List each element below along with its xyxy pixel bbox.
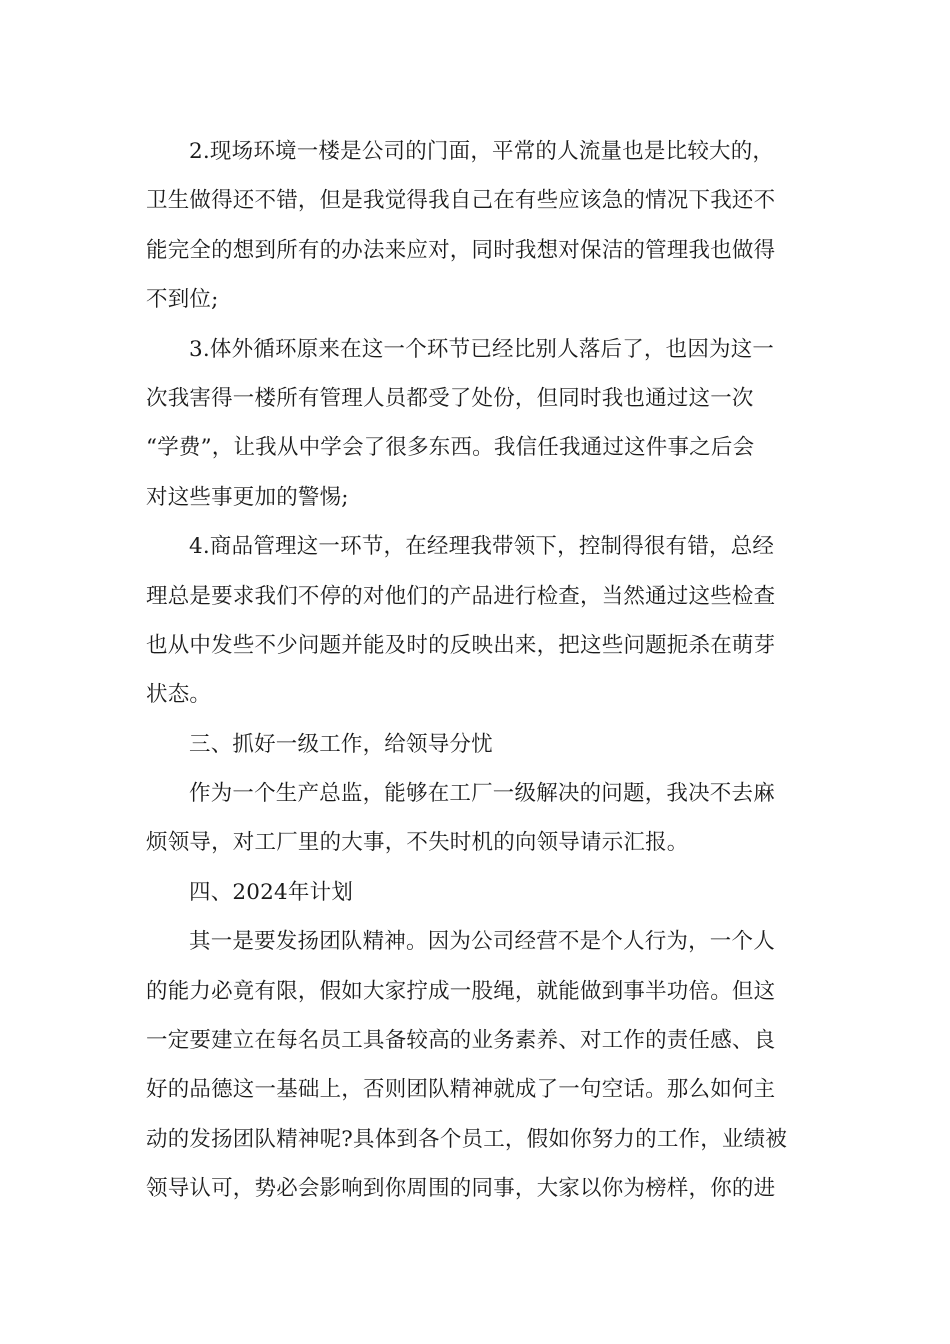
document-body: [146, 127, 806, 1214]
section-4-paragraph-line-5: 动的发扬团队精神呢?具体到各个员工，假如你努力的工作，业绩被: [146, 1126, 788, 1152]
paragraph-3-line-2: 次我害得一楼所有管理人员都受了处份，但同时我也通过这一次: [146, 385, 754, 411]
paragraph-4-line-4: 状态。: [146, 682, 212, 708]
paragraph-3-line-3: “学费”，让我从中学会了很多东西。我信任我通过这件事之后会: [146, 435, 755, 461]
paragraph-4-line-2: 理总是要求我们不停的对他们的产品进行检查，当然通过这些检查: [146, 583, 776, 609]
section-4-paragraph-line-4: 好的品德这一基础上，否则团队精神就成了一句空话。那么如何主: [146, 1077, 776, 1103]
section-heading-4: 四、2024年计划: [189, 879, 354, 905]
paragraph-2-line-4: 不到位;: [146, 287, 219, 313]
paragraph-2-line-2: 卫生做得还不错，但是我觉得我自己在有些应该急的情况下我还不: [146, 188, 776, 214]
paragraph-3-line-1: 3.体外循环原来在这一个环节已经比别人落后了，也因为这一: [189, 336, 775, 362]
section-4-paragraph-line-3: 一定要建立在每名员工具备较高的业务素养、对工作的责任感、良: [146, 1028, 776, 1054]
section-heading-3: 三、抓好一级工作，给领导分忧: [189, 731, 493, 757]
section-4-paragraph-line-1: 其一是要发扬团队精神。因为公司经营不是个人行为，一个人: [189, 929, 775, 955]
section-3-paragraph-line-1: 作为一个生产总监，能够在工厂一级解决的问题，我决不去麻: [189, 781, 775, 807]
paragraph-2-line-1: 2.现场环境一楼是公司的门面，平常的人流量也是比较大的，: [189, 139, 775, 164]
section-4-paragraph-line-2: 的能力必竟有限，假如大家拧成一股绳，就能做到事半功倍。但这: [146, 978, 776, 1004]
paragraph-4-line-1: 4.商品管理这一环节，在经理我带领下，控制得很有错，总经: [189, 534, 775, 560]
paragraph-2-line-3: 能完全的想到所有的办法来应对，同时我想对保洁的管理我也做得: [146, 237, 776, 263]
section-4-paragraph-line-6: 领导认可，势必会影响到你周围的同事，大家以你为榜样，你的进: [146, 1176, 776, 1202]
paragraph-3-line-4: 对这些事更加的警惕;: [146, 484, 349, 510]
section-3-paragraph-line-2: 烦领导，对工厂里的大事，不失时机的向领导请示汇报。: [146, 830, 689, 856]
paragraph-4-line-3: 也从中发些不少问题并能及时的反映出来，把这些问题扼杀在萌芽: [146, 632, 776, 658]
